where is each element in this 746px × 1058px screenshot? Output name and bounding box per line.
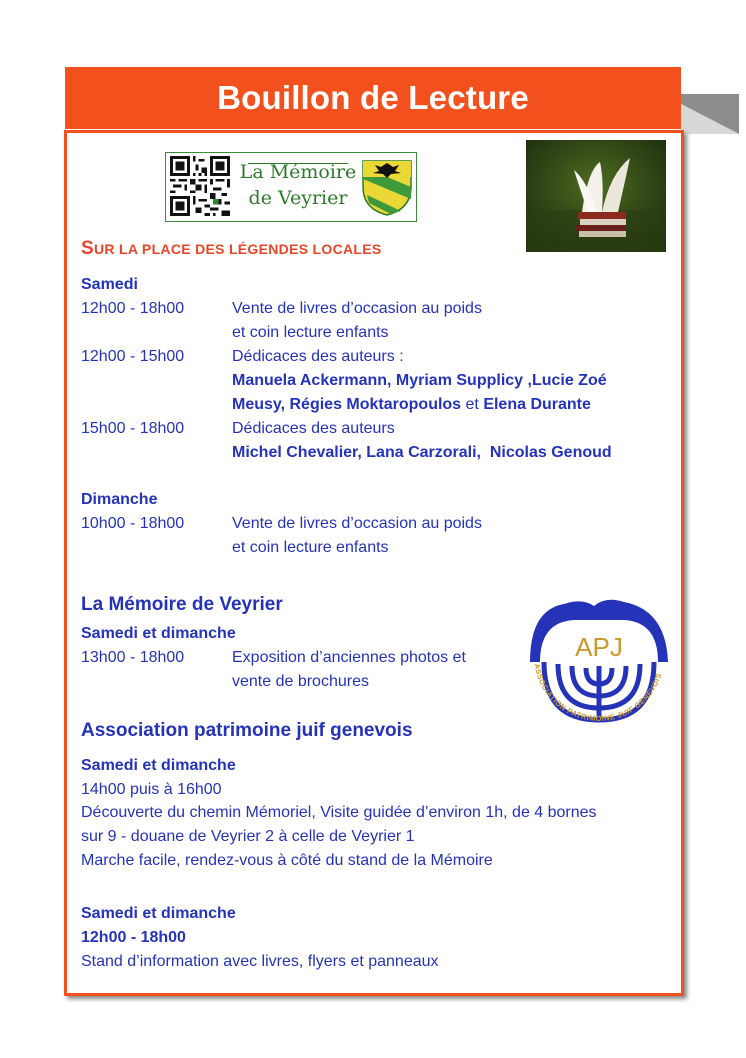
days-label-memoire: Samedi et dimanche (81, 625, 236, 642)
veyrier-coat-of-arms-icon (361, 157, 413, 217)
apj-desc-line-2: sur 9 - douane de Veyrier 2 à celle de Veyrier 1 (81, 828, 415, 845)
stand-desc: Stand d’information avec livres, flyers et panneaux (81, 953, 439, 970)
title-banner (65, 67, 681, 129)
apj-logo (524, 592, 674, 748)
time-stand: 12h00 - 18h00 (81, 929, 186, 946)
authors-list-2: Michel Chevalier, Lana Carzorali, Nicolas Genoud (232, 444, 612, 461)
activity-row-2: Dédicaces des auteurs : (232, 348, 404, 365)
time-row-1: 12h00 - 18h00 (81, 300, 185, 317)
qr-code-icon (170, 156, 230, 216)
time-apj: 14h00 puis à 16h00 (81, 781, 222, 798)
activity-row-1-line-2: et coin lecture enfants (232, 324, 389, 341)
logo-line-1: La Mémoire (239, 161, 357, 183)
time-row-2: 12h00 - 15h00 (81, 348, 185, 365)
day-label-dimanche: Dimanche (81, 491, 158, 508)
page-corner-tab (681, 94, 739, 134)
apj-desc-line-3: Marche facile, rendez-vous à côté du stand de la Mémoire (81, 852, 493, 869)
activity-memoire-line-1: Exposition d’anciennes photos et (232, 649, 466, 666)
page-title: Bouillon de Lecture (217, 79, 529, 116)
activity-memoire-line-2: vente de brochures (232, 673, 369, 690)
authors-list-1: Manuela Ackermann, Myriam Supplicy ,Lucie Zoé (232, 372, 607, 389)
section-heading-legendes: SUR LA PLACE DES LÉGENDES LOCALES (81, 238, 382, 259)
apj-desc-line-1: Découverte du chemin Mémoriel, Visite guidée d’environ 1h, de 4 bornes (81, 804, 597, 821)
memoire-veyrier-logo (165, 152, 417, 222)
section-heading-apj: Association patrimoine juif genevois (81, 720, 413, 741)
day-label-samedi: Samedi (81, 276, 138, 293)
time-memoire: 13h00 - 18h00 (81, 649, 185, 666)
activity-row-1-line-1: Vente de livres d’occasion au poids (232, 300, 482, 317)
logo-line-2: de Veyrier (248, 187, 348, 209)
days-label-stand: Samedi et dimanche (81, 905, 236, 922)
time-row-3: 15h00 - 18h00 (81, 420, 185, 437)
days-label-apj: Samedi et dimanche (81, 757, 236, 774)
logo-wordmark (239, 159, 357, 211)
section-heading-memoire: La Mémoire de Veyrier (81, 594, 283, 615)
time-row-sun: 10h00 - 18h00 (81, 515, 185, 532)
apj-initials: APJ (575, 632, 623, 662)
apj-ring-text: ASSOCIATION PATRIMOINE JUIF GENEVOIS (532, 662, 664, 724)
activity-sun-line-1: Vente de livres d’occasion au poids (232, 515, 482, 532)
authors-list-1b: Meusy, Régies Moktaropoulos et Elena Durante (232, 396, 591, 413)
books-photo (526, 140, 666, 252)
activity-sun-line-2: et coin lecture enfants (232, 539, 389, 556)
activity-row-3: Dédicaces des auteurs (232, 420, 395, 437)
